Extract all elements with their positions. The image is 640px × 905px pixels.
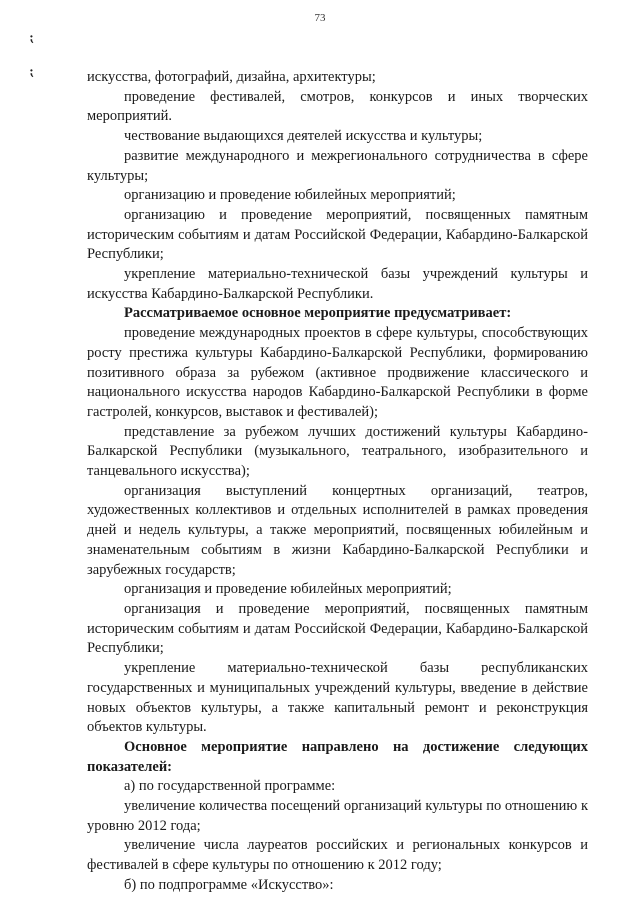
section-heading: Основное мероприятие направлено на достижение следующих показателей: (87, 738, 588, 775)
paragraph: организацию и проведение мероприятий, посвященных памятным историческим событиям и датам Российской Федерации, Кабардино-Балкарской Республики; (87, 206, 588, 263)
page-number: 73 (314, 12, 326, 24)
paragraph: представление за рубежом лучших достижений культуры Кабардино-Балкарской Республики (музыкального, театрального, изобразительного и танцевального искусства); (87, 423, 588, 480)
paragraph: а) по государственной программе: (124, 778, 336, 795)
paragraph: проведение международных проектов в сфере культуры, способствующих росту престижа культуры Кабардино-Балкарской Республики, формированию позитивного образа за рубежом (активное продвижение классического и национального искусства народов Кабардино-Балкарской Республики в форме гастролей, конкурсов, выставок и фестивалей); (87, 325, 588, 420)
paragraph: развитие международного и межрегионального сотрудничества в сфере культуры; (87, 147, 588, 184)
paragraph: б) по подпрограмме «Искусство»: (124, 876, 334, 893)
paragraph: увеличение числа лауреатов российских и региональных конкурсов и фестивалей в сфере культуры по отношению к 2012 году; (87, 837, 588, 874)
paragraph: укрепление материально-технической базы учреждений культуры и искусства Кабардино-Балкарской Республики. (87, 266, 588, 302)
paragraph: проведение фестивалей, смотров, конкурсов и иных творческих мероприятий. (87, 88, 588, 125)
margin-mark: ⁏ (30, 30, 34, 44)
paragraph: организация и проведение мероприятий, посвященных памятным историческим событиям и датам Российской Федерации, Кабардино-Балкарской Республики; (87, 600, 588, 657)
paragraph: увеличение количества посещений организаций культуры по отношению к уровню 2012 года; (87, 798, 588, 834)
paragraph: организацию и проведение юбилейных мероприятий; (124, 187, 456, 204)
margin-mark: ⁏ (30, 64, 34, 78)
paragraph: чествование выдающихся деятелей искусства и культуры; (124, 128, 483, 145)
paragraph: организация выступлений концертных организаций, театров, художественных коллективов и отдельных исполнителей в рамках проведения дней и недель культуры, а также мероприятий, посвященных юбилейным и знаменательным событиям в жизни Кабардино-Балкарской Республики и зарубежных государств; (87, 482, 588, 578)
paragraph: искусства, фотографий, дизайна, архитектуры; (87, 69, 376, 85)
paragraph: укрепление материально-технической базы республиканских государственных и муниципальных учреждений культуры, введение в действие новых объектов культуры, а также капитальный ремонт и реконструкция объектов культуры. (87, 660, 588, 736)
paragraph: организация и проведение юбилейных мероприятий; (124, 581, 452, 598)
document-body (87, 68, 588, 896)
section-heading: Рассматриваемое основное мероприятие предусматривает: (124, 305, 512, 322)
